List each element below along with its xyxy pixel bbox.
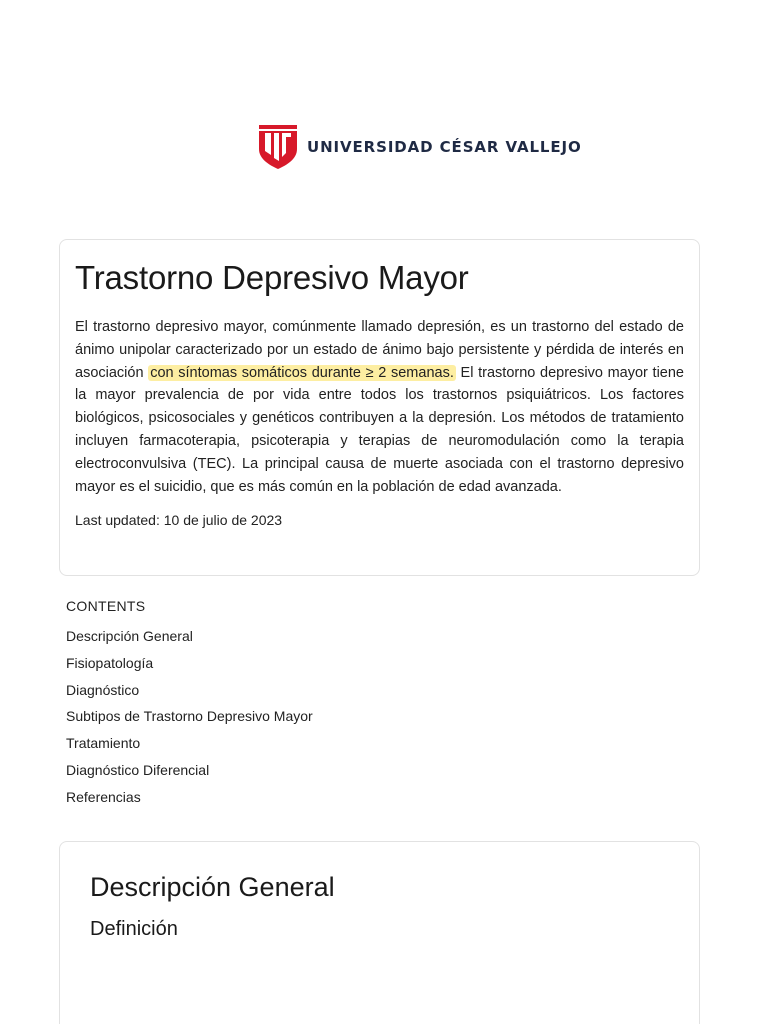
toc-item-diagnostico-diferencial[interactable]: Diagnóstico Diferencial	[66, 761, 210, 778]
summary-text-part-1: El trastorno depresivo mayor, comúnmente llamado depresión, es un trastorno del estado de ánimo unipolar caracterizado por un estado de ánimo bajo persistente y pérdida de interés en asociación	[75, 319, 684, 381]
last-updated: Last updated: 10 de julio de 2023	[75, 512, 283, 529]
summary-highlight: con síntomas somáticos durante ≥ 2 semanas.	[150, 364, 454, 381]
ucv-shield-icon	[259, 125, 297, 169]
table-of-contents	[66, 598, 313, 815]
toc-item-subtipos[interactable]: Subtipos de Trastorno Depresivo Mayor	[66, 708, 313, 725]
summary-card	[59, 239, 700, 576]
toc-item-diagnostico[interactable]: Diagnóstico	[66, 681, 140, 698]
contents-title: CONTENTS	[66, 598, 146, 614]
page-title: Trastorno Depresivo Mayor	[75, 259, 469, 296]
toc-item-descripcion-general[interactable]: Descripción General	[66, 628, 193, 644]
section-card	[59, 841, 700, 1024]
summary-text	[75, 316, 684, 498]
toc-item-referencias[interactable]: Referencias	[66, 788, 141, 805]
section-title: Descripción General	[90, 872, 335, 902]
toc-item-fisiopatologia[interactable]: Fisiopatología	[66, 654, 154, 671]
section-subtitle: Definición	[90, 918, 178, 940]
toc-item-tratamiento[interactable]: Tratamiento	[66, 735, 141, 752]
summary-text-part-2: El trastorno depresivo mayor tiene la mayor prevalencia de por vida entre todos los trastornos psiquiátricos. Los factores biológicos, psicosociales y genéticos contribuyen a la depresión. Los métodos de tratamiento incluyen farmacoterapia, psicoterapia y terapias de neuromodulación como la terapia electroconvulsiva (TEC). La principal causa de muerte asociada con el trastorno depresivo mayor es el suicidio, que es más común en la población de edad avanzada.	[75, 364, 684, 495]
brand-logo[interactable]	[259, 124, 582, 170]
brand-name: UNIVERSIDAD CÉSAR VALLEJO	[307, 138, 582, 156]
